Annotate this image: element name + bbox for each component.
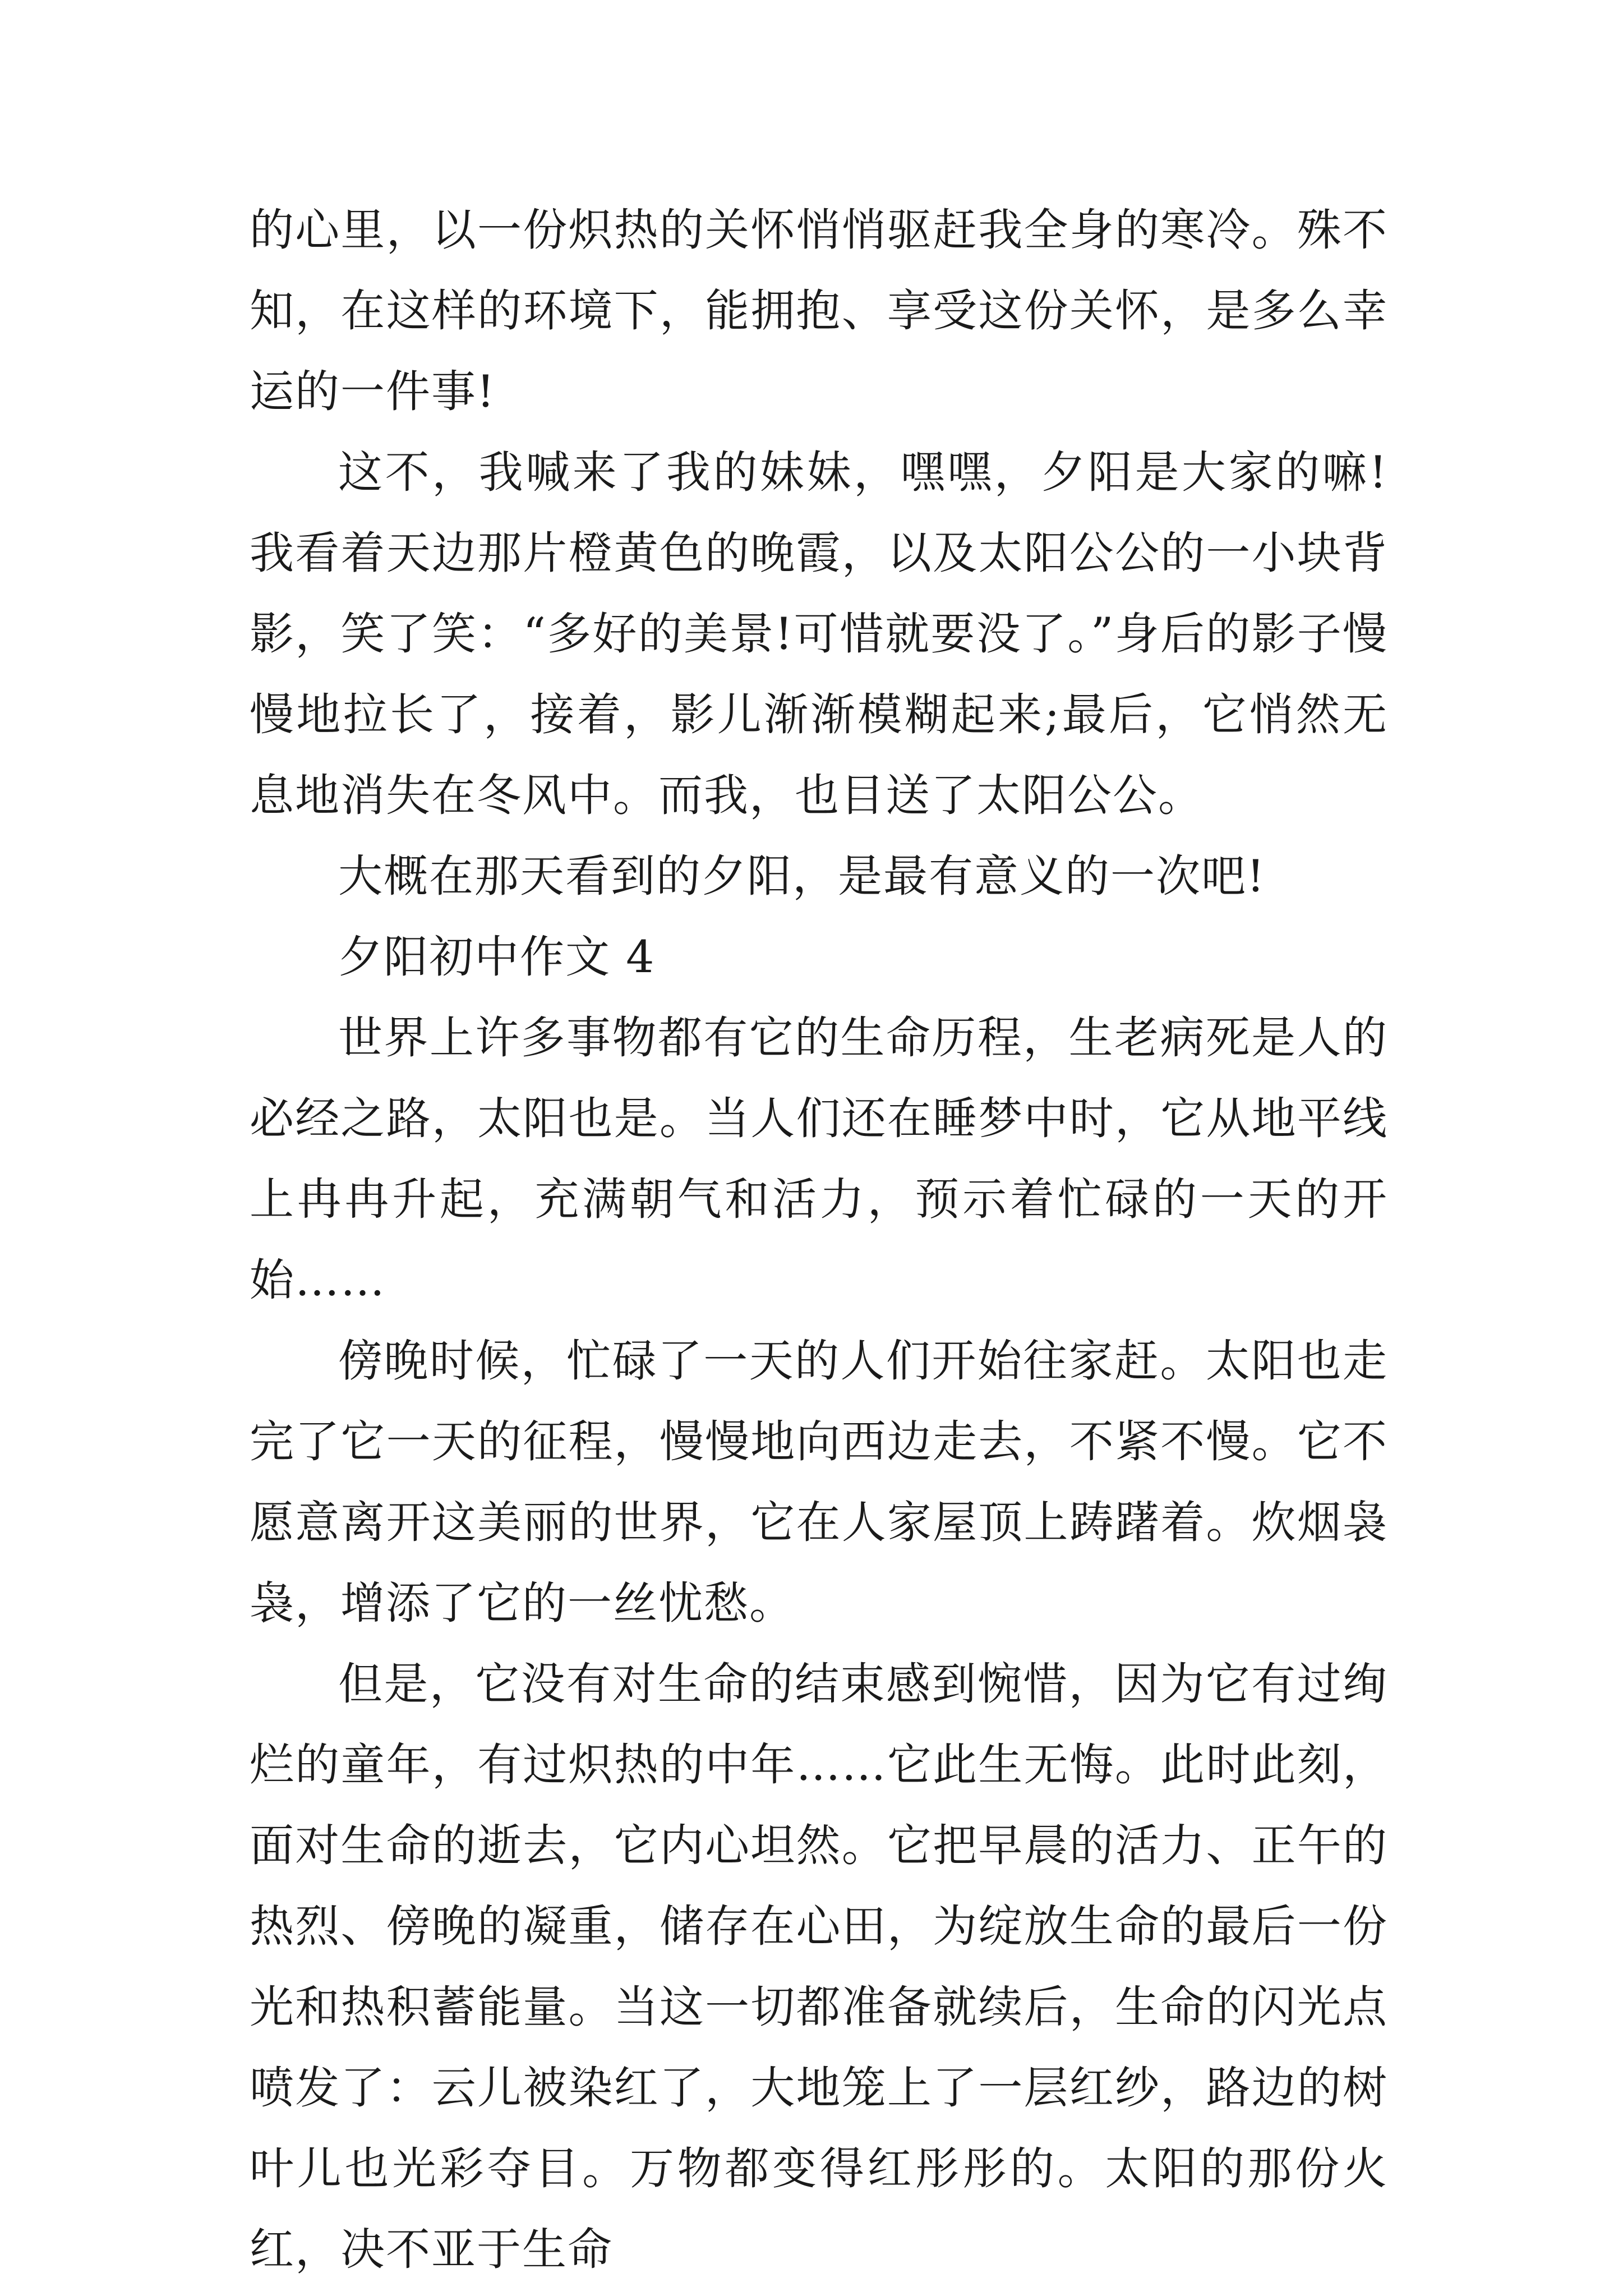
paragraph-1: 的心里，以一份炽热的关怀悄悄驱赶我全身的寒冷。殊不知，在这样的环境下，能拥抱、享受这份关怀，是多么幸运的一件事! <box>250 204 1388 417</box>
paragraph-4: 世界上许多事物都有它的生命历程，生老病死是人的必经之路，太阳也是。当人们还在睡梦中时，它从地平线上冉冉升起，充满朝气和活力，预示着忙碌的一天的开始…… <box>250 1012 1388 1306</box>
paragraph-3: 大概在那天看到的夕阳，是最有意义的一次吧! <box>338 850 1266 902</box>
section-heading: 夕阳初中作文 4 <box>338 931 656 983</box>
document-body <box>250 190 1388 2290</box>
paragraph-5: 傍晚时候，忙碌了一天的人们开始往家赶。太阳也走完了它一天的征程，慢慢地向西边走去，不紧不慢。它不愿意离开这美丽的世界，它在人家屋顶上踌躇着。炊烟袅袅，增添了它的一丝忧愁。 <box>250 1335 1388 1629</box>
paragraph-6: 但是，它没有对生命的结束感到惋惜，因为它有过绚烂的童年，有过炽热的中年……它此生无悔。此时此刻，面对生命的逝去，它内心坦然。它把早晨的活力、正午的热烈、傍晚的凝重，储存在心田，为绽放生命的最后一份光和热积蓄能量。当这一切都准备就续后，生命的闪光点喷发了：云儿被染红了，大地笼上了一层红纱，路边的树叶儿也光彩夺目。万物都变得红彤彤的。太阳的那份火红，决不亚于生命 <box>250 1658 1388 2275</box>
paragraph-2: 这不，我喊来了我的妹妹，嘿嘿，夕阳是大家的嘛!我看着天边那片橙黄色的晚霞，以及太阳公公的一小块背影，笑了笑：“多好的美景!可惜就要没了。”身后的影子慢慢地拉长了，接着，影儿渐渐模糊起来;最后，它悄然无息地消失在冬风中。而我，也目送了太阳公公。 <box>250 447 1388 821</box>
